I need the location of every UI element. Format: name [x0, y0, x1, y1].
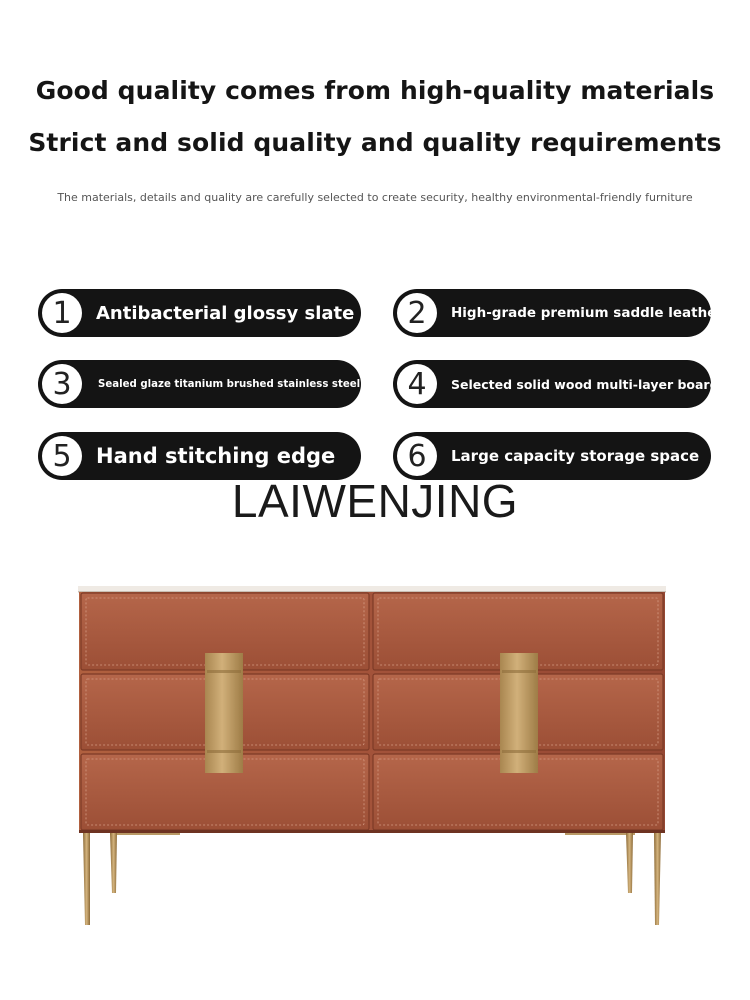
- subheadline: The materials, details and quality are carefully selected to create security, healthy environmental-friendly furniture: [57, 191, 693, 204]
- brand-name: LAIWENJING: [231, 475, 519, 527]
- feature-label: Selected solid wood multi-layer board: [451, 376, 719, 392]
- number-badge: 1: [42, 293, 82, 333]
- feature-label: High-grade premium saddle leather: [451, 305, 724, 321]
- feature-label: Hand stitching edge: [96, 444, 336, 468]
- number-badge: 3: [42, 364, 82, 404]
- number-badge: 2: [397, 293, 437, 333]
- handle-right: [500, 653, 538, 773]
- number-badge: 5: [42, 436, 82, 476]
- number-badge: 4: [397, 364, 437, 404]
- number-badge: 6: [397, 436, 437, 476]
- feature-label: Large capacity storage space: [451, 447, 700, 465]
- headline-primary: Good quality comes from high-quality materials: [35, 76, 715, 105]
- handle-left: [205, 653, 243, 773]
- legs: [83, 833, 661, 925]
- feature-label: Antibacterial glossy slate: [96, 302, 355, 324]
- feature-label: Sealed glaze titanium brushed stainless steel: [98, 378, 361, 390]
- headline-secondary: Strict and solid quality and quality requirements: [28, 128, 722, 157]
